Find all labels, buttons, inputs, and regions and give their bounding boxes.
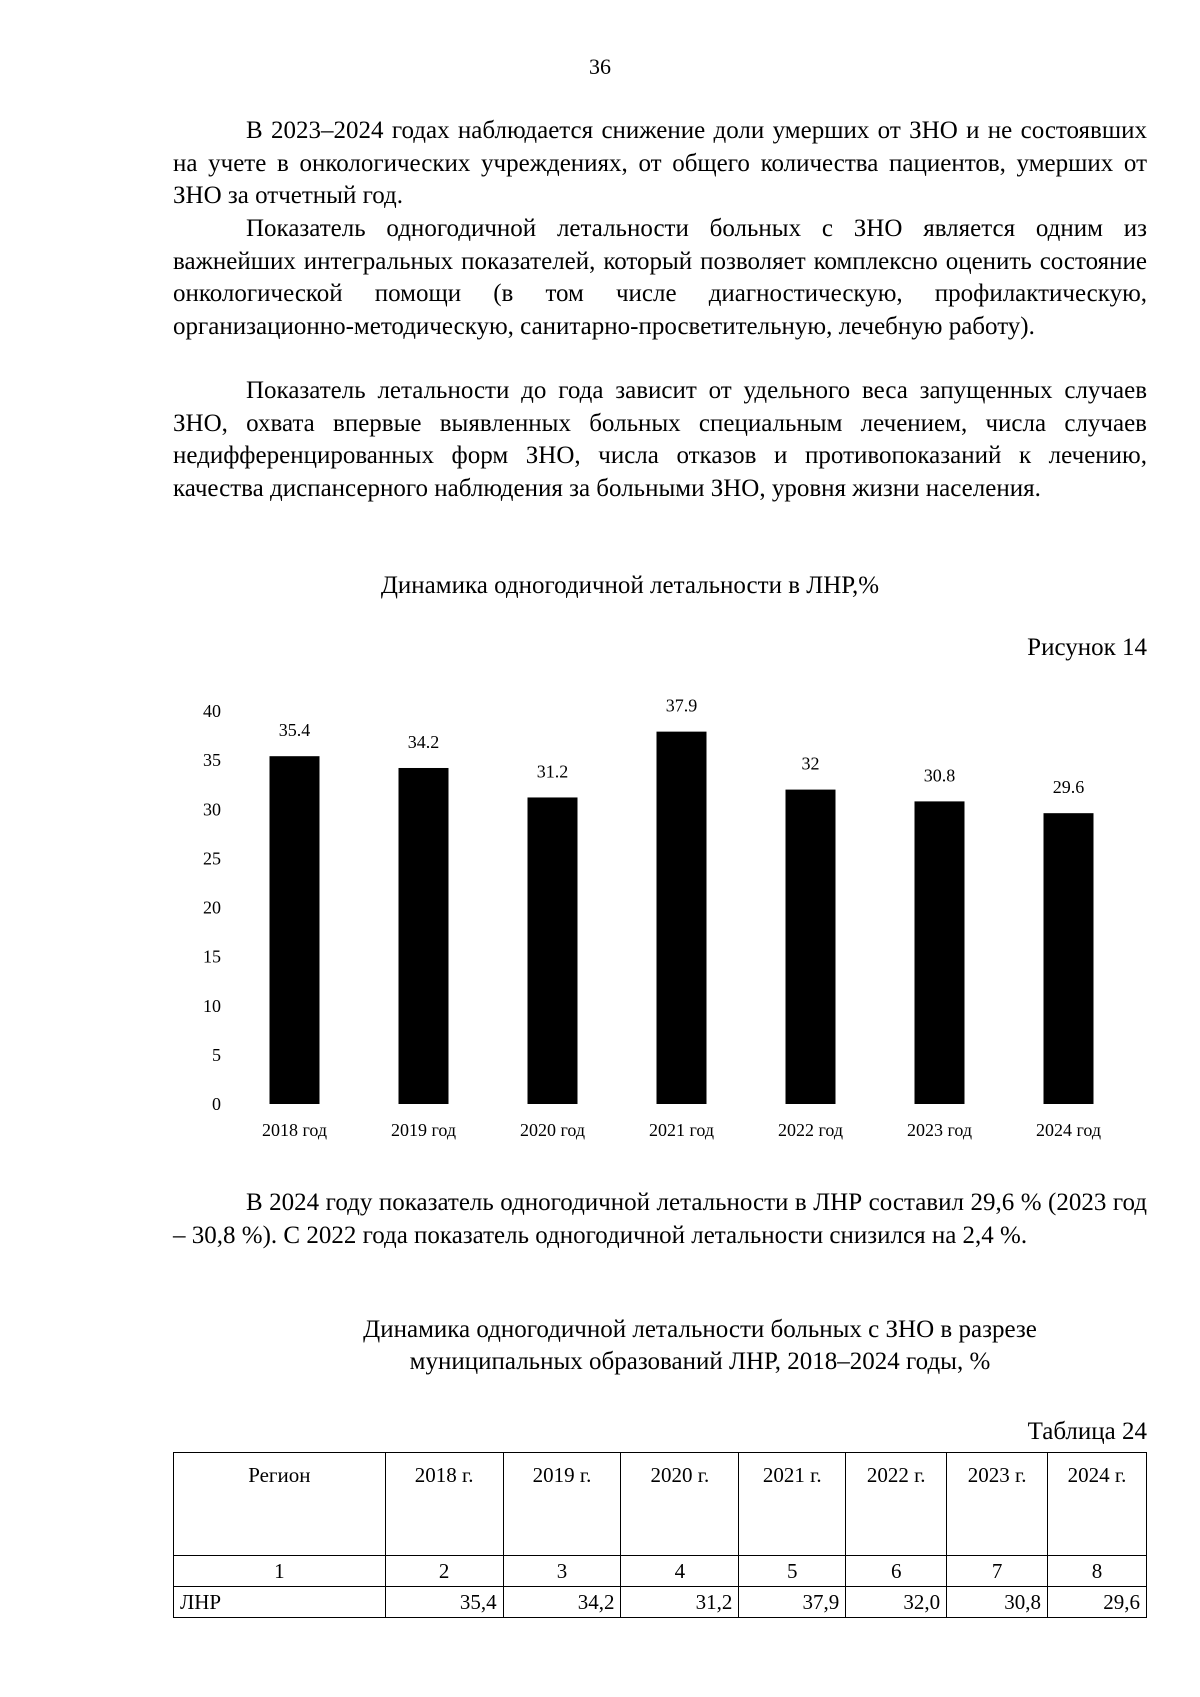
value-cell: 29,6 [1048, 1587, 1147, 1618]
table-title-line-1: Динамика одногодичной летальности больных с ЗНО в разрезе [363, 1316, 1037, 1343]
table-title-line-2: муниципальных образований ЛНР, 2018–2024 годы, % [409, 1348, 991, 1375]
value-cell: 32,0 [846, 1587, 947, 1618]
data-label: 35.4 [278, 720, 311, 741]
bar [786, 790, 836, 1104]
x-tick-label: 2020 год [519, 1120, 586, 1140]
col-number: 4 [621, 1556, 739, 1587]
x-tick-label: 2024 год [1035, 1120, 1102, 1140]
bar [399, 768, 449, 1104]
header-2024: 2024 г. [1048, 1453, 1147, 1556]
header-2019: 2019 г. [503, 1453, 621, 1556]
paragraph-1: В 2023–2024 годах наблюдается снижение доли умерших от ЗНО и не состоявших на учете в онкологических учреждениях, от общего количества пациентов, умерших от ЗНО за отчетный год. [173, 117, 1147, 209]
y-tick-label: 40 [203, 701, 221, 721]
bar [270, 756, 320, 1104]
figure-label: Рисунок 14 [1027, 634, 1147, 661]
bar-chart [180, 680, 1140, 1140]
data-label: 30.8 [923, 765, 956, 786]
value-cell: 34,2 [503, 1587, 621, 1618]
table-label: Таблица 24 [1027, 1418, 1147, 1445]
y-tick-label: 0 [212, 1094, 221, 1114]
table-header-row [174, 1453, 1147, 1556]
header-2018: 2018 г. [385, 1453, 503, 1556]
col-number: 7 [947, 1556, 1048, 1587]
header-2021: 2021 г. [739, 1453, 846, 1556]
table-row [174, 1587, 1147, 1618]
table-title [300, 1314, 1100, 1378]
col-number: 2 [385, 1556, 503, 1587]
paragraph-4: В 2024 году показатель одногодичной летальности в ЛНР составил 29,6 % (2023 год – 30,8 %). С 2022 года показатель одногодичной летальности снизился на 2,4 %. [173, 1189, 1147, 1249]
x-tick-label: 2021 год [648, 1120, 715, 1140]
y-tick-label: 10 [203, 995, 221, 1016]
paragraph-3: Показатель летальности до года зависит от удельного веса запущенных случаев ЗНО, охвата впервые выявленных больных специальным лечением, числа случаев недифференцированных форм ЗНО, числа отказов и противопоказаний к лечению, качества диспансерного наблюдения за больными ЗНО, уровня жизни населения. [173, 377, 1147, 502]
bar [1044, 813, 1094, 1104]
x-tick-label: 2022 год [777, 1120, 844, 1140]
col-number: 3 [503, 1556, 621, 1587]
col-number: 5 [739, 1556, 846, 1587]
data-label: 37.9 [665, 695, 698, 716]
data-table [173, 1452, 1147, 1618]
col-number: 6 [846, 1556, 947, 1587]
y-tick-label: 25 [203, 848, 221, 869]
data-label: 32 [801, 753, 820, 774]
header-2022: 2022 г. [846, 1453, 947, 1556]
col-number: 1 [174, 1556, 386, 1587]
page-number: 36 [589, 54, 611, 79]
col-number: 8 [1048, 1556, 1147, 1587]
y-tick-label: 35 [203, 750, 221, 771]
paragraph-2: Показатель одногодичной летальности больных с ЗНО является одним из важнейших интегральных показателей, который позволяет комплексно оценить состояние онкологической помощи (в том числе диагностическую, профилактическую, организационно-методическую, санитарно-просветительную, лечебную работу). [173, 215, 1147, 340]
data-label: 29.6 [1052, 777, 1085, 798]
header-region: Регион [174, 1453, 386, 1556]
x-tick-label: 2023 год [906, 1120, 973, 1140]
header-2020: 2020 г. [621, 1453, 739, 1556]
y-tick-label: 5 [212, 1044, 221, 1065]
chart-title: Динамика одногодичной летальности в ЛНР,% [380, 572, 880, 599]
data-label: 34.2 [407, 731, 440, 752]
x-tick-label: 2018 год [261, 1120, 328, 1140]
x-tick-label: 2019 год [390, 1120, 457, 1140]
value-cell: 31,2 [621, 1587, 739, 1618]
header-2023: 2023 г. [947, 1453, 1048, 1556]
table-number-row [174, 1556, 1147, 1587]
bar [528, 797, 578, 1104]
value-cell: 37,9 [739, 1587, 846, 1618]
value-cell: 30,8 [947, 1587, 1048, 1618]
y-tick-label: 20 [203, 897, 221, 918]
y-tick-label: 30 [203, 799, 221, 820]
data-label: 31.2 [536, 761, 569, 782]
region-cell: ЛНР [174, 1587, 386, 1618]
bar [915, 801, 965, 1104]
bar [657, 732, 707, 1104]
value-cell: 35,4 [385, 1587, 503, 1618]
y-tick-label: 15 [203, 946, 221, 967]
